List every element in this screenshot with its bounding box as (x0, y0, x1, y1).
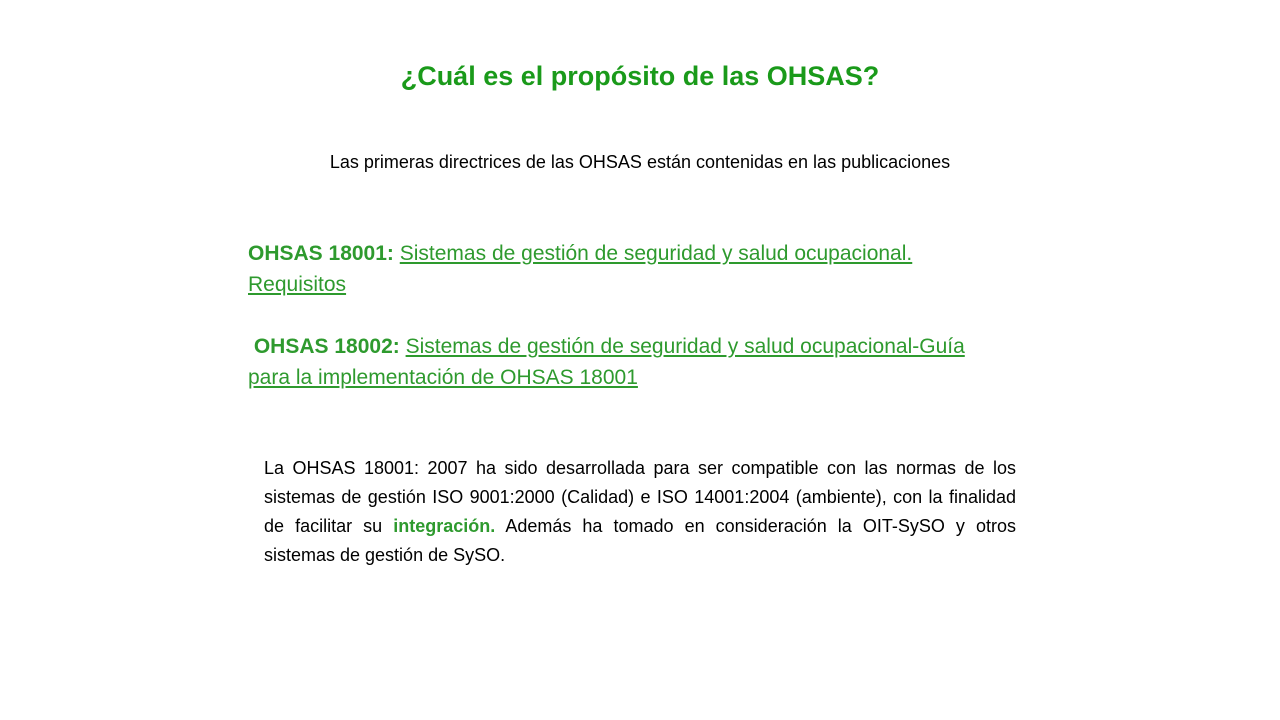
body-highlight: integración. (393, 516, 496, 536)
standard-item-18002 (248, 331, 1008, 393)
standard-title-link[interactable]: Sistemas de gestión de seguridad y salud ocupacional. Requisitos (248, 242, 913, 296)
standard-item-18001 (248, 238, 1008, 300)
standards-list (248, 238, 1008, 393)
body-text-start: La OHSAS 18001: 2007 ha sido desarrollada para ser compatible con las normas de los sistemas de gestión ISO 9001:2000 (Calidad) e ISO 14001:2004 (ambiente), con la finalidad de facilitar su (264, 458, 1016, 536)
standard-title-link[interactable]: Sistemas de gestión de seguridad y salud ocupacional-Guía para la implementación de OHSAS 18001 (248, 335, 965, 389)
intro-text: Las primeras directrices de las OHSAS están contenidas en las publicaciones (329, 152, 951, 172)
standard-code: OHSAS 18001: (248, 242, 394, 265)
slide-title: ¿Cuál es el propósito de las OHSAS? (400, 61, 880, 91)
body-text-end: Además ha tomado en consideración la OIT-SySO y otros sistemas de gestión de SySO. (264, 516, 1016, 565)
body-paragraph (264, 454, 1016, 570)
standard-code: OHSAS 18002: (253, 335, 400, 358)
